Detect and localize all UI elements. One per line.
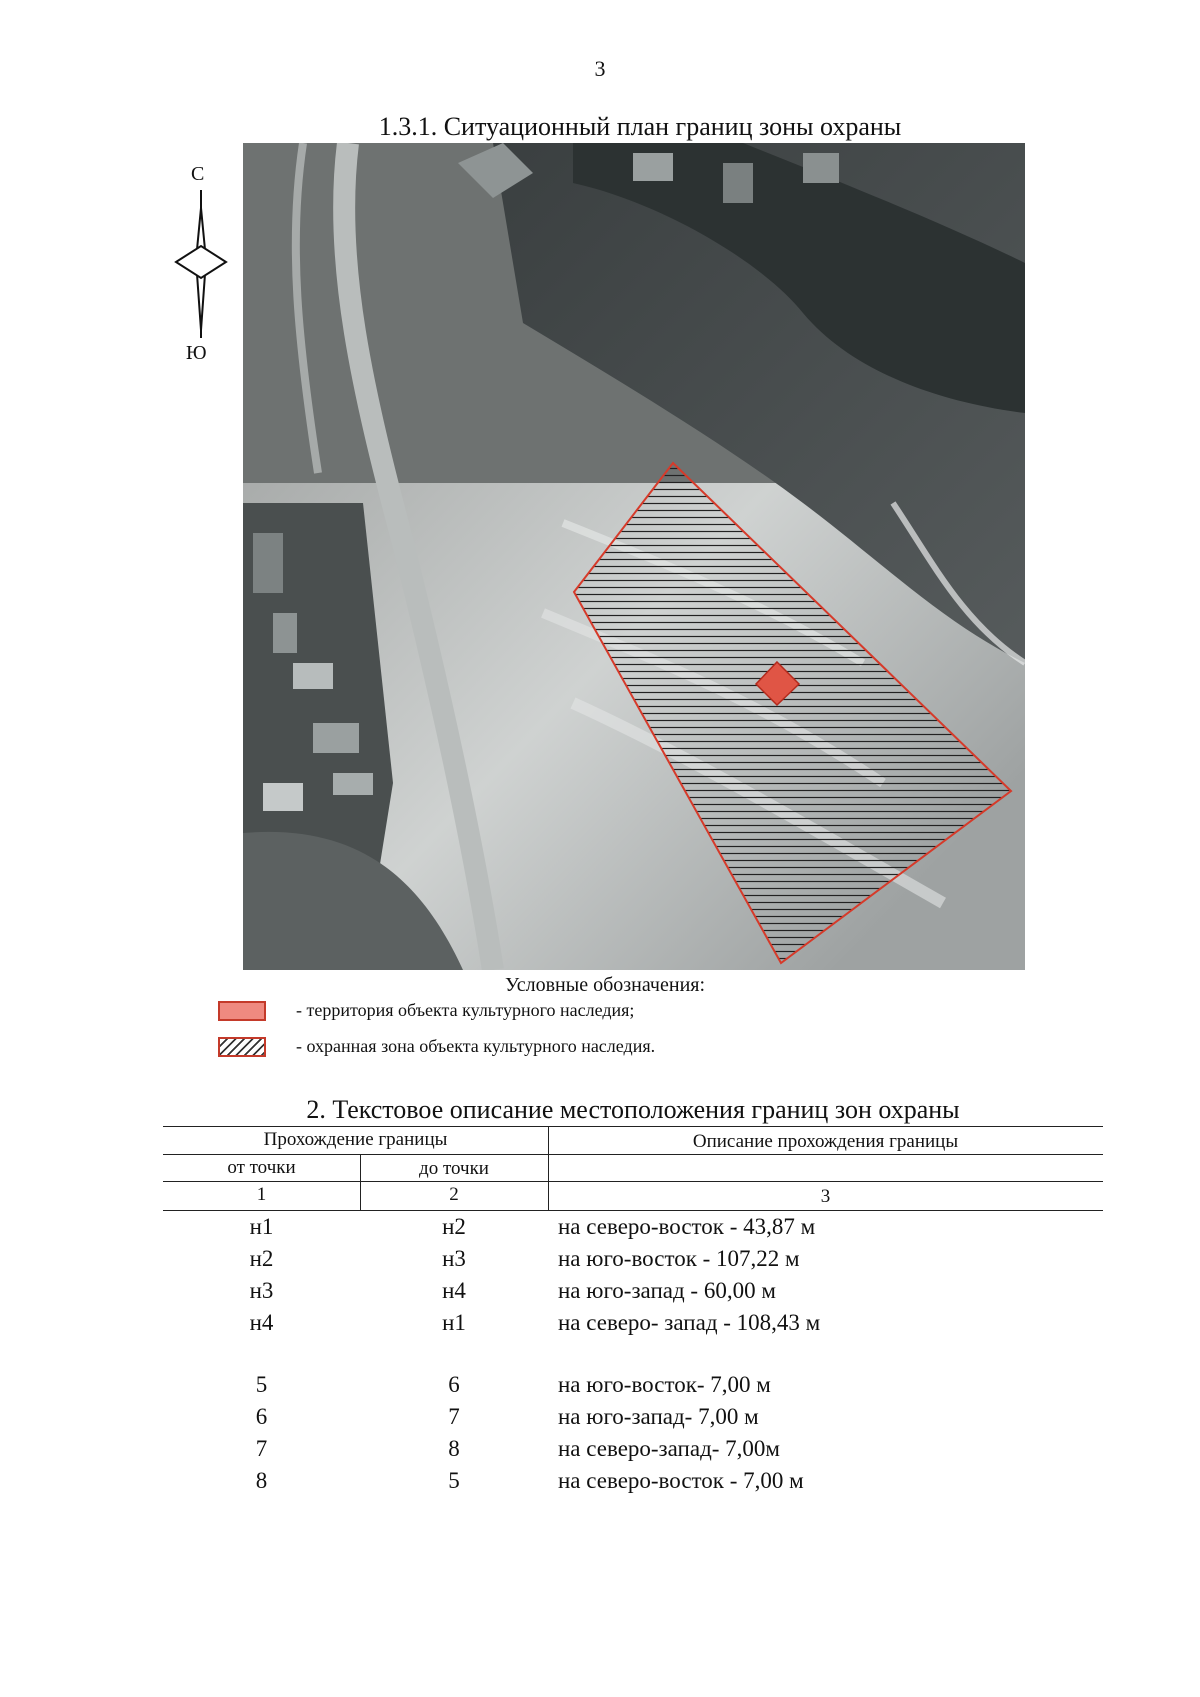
compass-rose-icon [174,190,228,343]
legend-title: Условные обозначения: [505,974,706,996]
satellite-map [243,143,1025,970]
table-cell-from: н3 [249,1278,274,1303]
table-cell-desc: на юго-запад - 60,00 м [558,1278,776,1303]
legend-label: - охранная зона объекта культурного наследия. [296,1036,656,1056]
legend-item-territory [218,1000,634,1021]
header-col-3: 3 [820,1186,831,1207]
table-cell-to: 8 [448,1436,460,1461]
table-cell-from: н1 [249,1214,274,1239]
legend-item-protection-zone [218,1036,655,1057]
table-title: 2. Текстовое описание местоположения границ зон охраны [306,1095,960,1124]
table-cell-desc: на северо-восток - 7,00 м [558,1468,804,1493]
table-cell-from: 7 [255,1436,268,1461]
table-cell-desc: на северо- запад - 108,43 м [558,1310,821,1335]
table-cell-from: н4 [249,1310,274,1335]
compass-north-label: С [191,163,205,185]
table-cell-to: 7 [448,1404,460,1429]
hatched-swatch [218,1037,266,1057]
header-description: Описание прохождения границы [692,1131,959,1152]
table-cell-to: н3 [442,1246,466,1271]
compass-south-label: Ю [186,342,207,364]
solid-red-swatch [218,1001,266,1021]
table-cell-to: 6 [448,1372,460,1397]
table-cell-desc: на юго-восток- 7,00 м [558,1372,771,1397]
page-number: 3 [594,56,606,81]
table-cell-desc: на юго-запад- 7,00 м [558,1404,759,1429]
header-col-2: 2 [449,1184,459,1205]
plan-title: 1.3.1. Ситуационный план границ зоны охраны [378,112,902,141]
table-cell-from: 8 [255,1468,268,1493]
table-cell-from: 5 [255,1372,268,1397]
table-cell-from: н2 [249,1246,274,1271]
table-cell-to: н1 [442,1310,466,1335]
table-cell-desc: на северо-запад- 7,00м [558,1436,780,1461]
header-col-1: 1 [256,1184,267,1205]
legend-label: - территория объекта культурного наследия; [296,1000,635,1020]
header-passage: Прохождение границы [263,1129,448,1150]
table-cell-desc: на северо-восток - 43,87 м [558,1214,816,1239]
table-cell-to: н4 [442,1278,466,1303]
table-cell-desc: на юго-восток - 107,22 м [558,1246,800,1271]
header-from: от точки [227,1157,296,1178]
header-to: до точки [419,1158,489,1179]
table-cell-to: 5 [448,1468,460,1493]
table-cell-to: н2 [442,1214,466,1239]
table-cell-from: 6 [255,1404,268,1429]
